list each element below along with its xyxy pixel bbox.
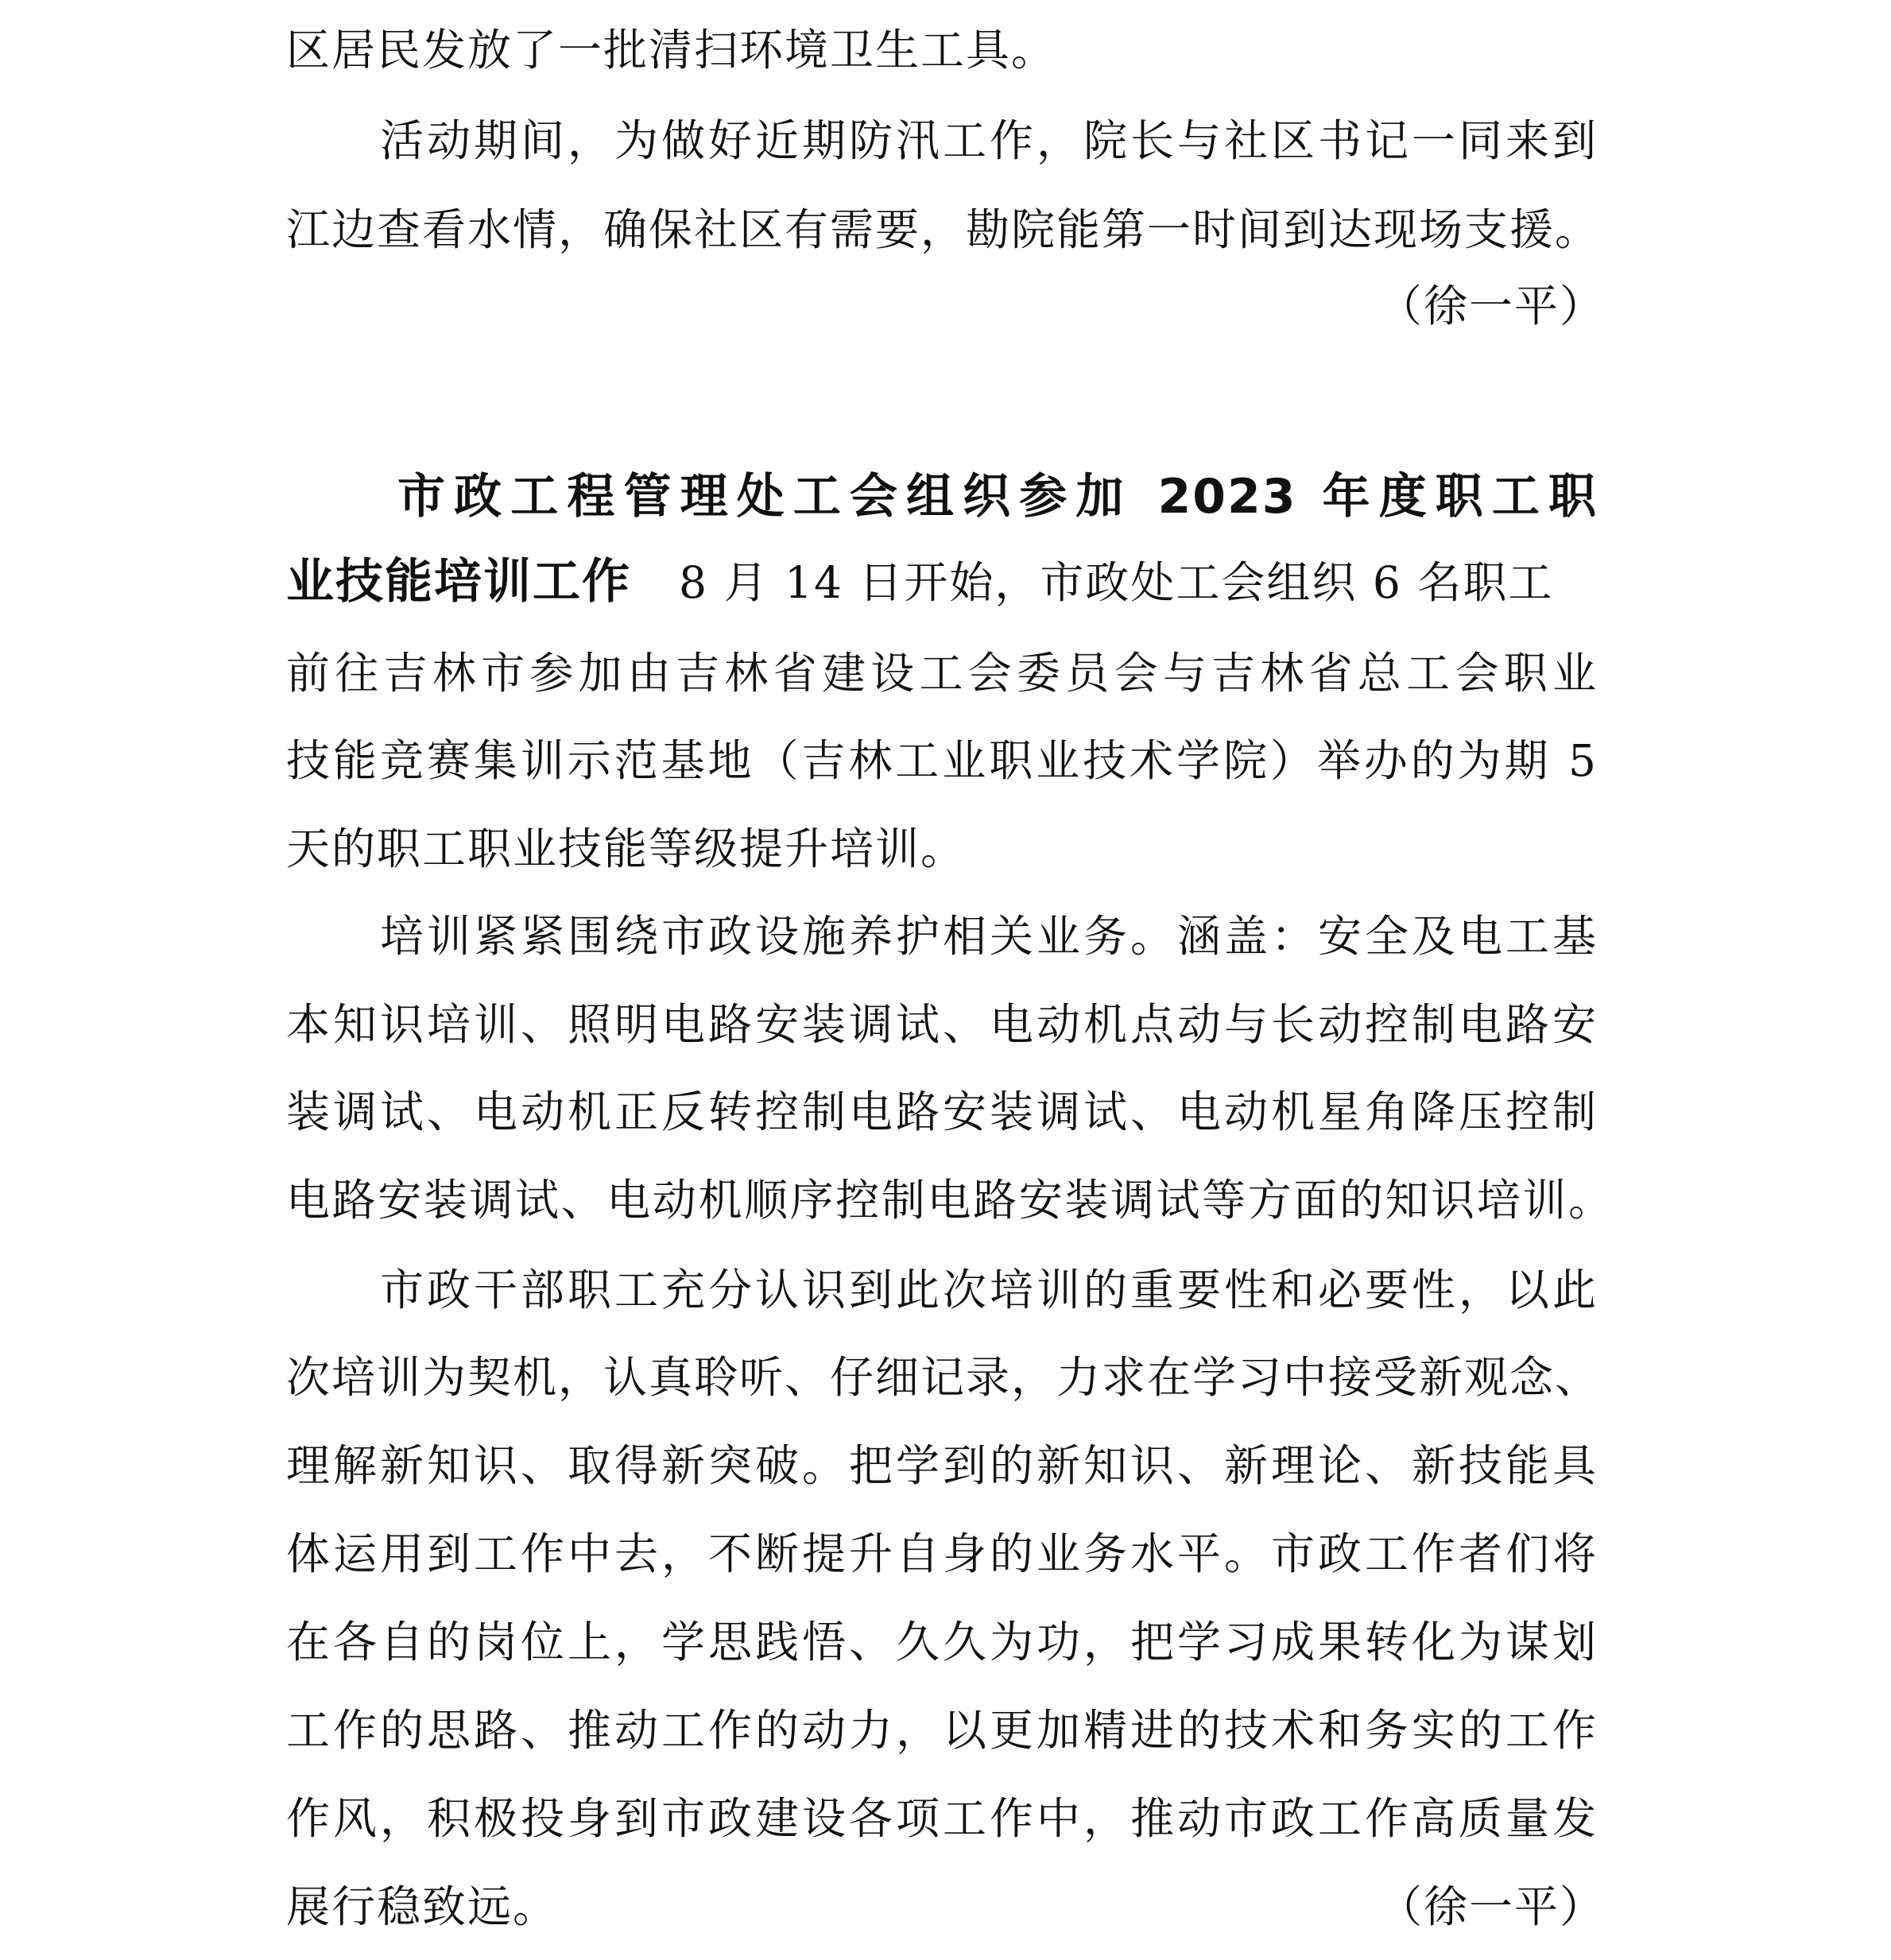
paragraph-line: 作风，积极投身到市政建设各项工作中，推动市政工作高质量发 <box>286 1793 1598 1844</box>
paragraph-line: 区居民发放了一批清扫环境卫生工具。 <box>286 25 1057 76</box>
paragraph-line: 天的职工职业技能等级提升培训。 <box>286 823 967 874</box>
paragraph-line: 在各自的岗位上，学思践悟、久久为功，把学习成果转化为谋划 <box>286 1617 1598 1668</box>
paragraph-line: 江边查看水情，确保社区有需要，勘院能第一时间到达现场支援。 <box>286 204 1601 255</box>
title-and-lead-line <box>286 554 1598 610</box>
paragraph-line: 本知识培训、照明电路安装调试、电动机点动与长动控制电路安 <box>286 999 1598 1050</box>
paragraph-text: 8 月 14 日开始，市政处工会组织 6 名职工 <box>679 557 1554 608</box>
paragraph-line: 活动期间，为做好近期防汛工作，院长与社区书记一同来到 <box>380 115 1598 166</box>
paragraph-line: 培训紧紧围绕市政设施养护相关业务。涵盖：安全及电工基 <box>380 911 1598 962</box>
paragraph-line: 电路安装调试、电动机顺序控制电路安装调试等方面的知识培训。 <box>286 1175 1614 1226</box>
paragraph-line: 前往吉林市参加由吉林省建设工会委员会与吉林省总工会职业 <box>286 648 1598 699</box>
author-credit: （徐一平） <box>1378 281 1605 331</box>
paragraph-line: 体运用到工作中去，不断提升自身的业务水平。市政工作者们将 <box>286 1528 1598 1579</box>
paragraph-line: 理解新知识、取得新突破。把学到的新知识、新理论、新技能具 <box>286 1440 1598 1491</box>
article-title: 市政工程管理处工会组织参加 2023 年度职工职 <box>397 469 1598 525</box>
paragraph-line: 次培训为契机，认真聆听、仔细记录，力求在学习中接受新观念、 <box>286 1352 1601 1403</box>
paragraph-line: 工作的思路、推动工作的动力，以更加精进的技术和务实的工作 <box>286 1705 1598 1756</box>
paragraph-line: 展行稳致远。 <box>286 1881 559 1932</box>
article-title-continued: 业技能培训工作 <box>286 554 631 610</box>
paragraph-line: 市政干部职工充分认识到此次培训的重要性和必要性，以此 <box>380 1265 1598 1315</box>
author-credit: （徐一平） <box>1378 1881 1605 1932</box>
paragraph-line: 技能竞赛集训示范基地（吉林工业职业技术学院）举办的为期 5 <box>286 735 1598 786</box>
paragraph-line: 装调试、电动机正反转控制电路安装调试、电动机星角降压控制 <box>286 1087 1598 1137</box>
